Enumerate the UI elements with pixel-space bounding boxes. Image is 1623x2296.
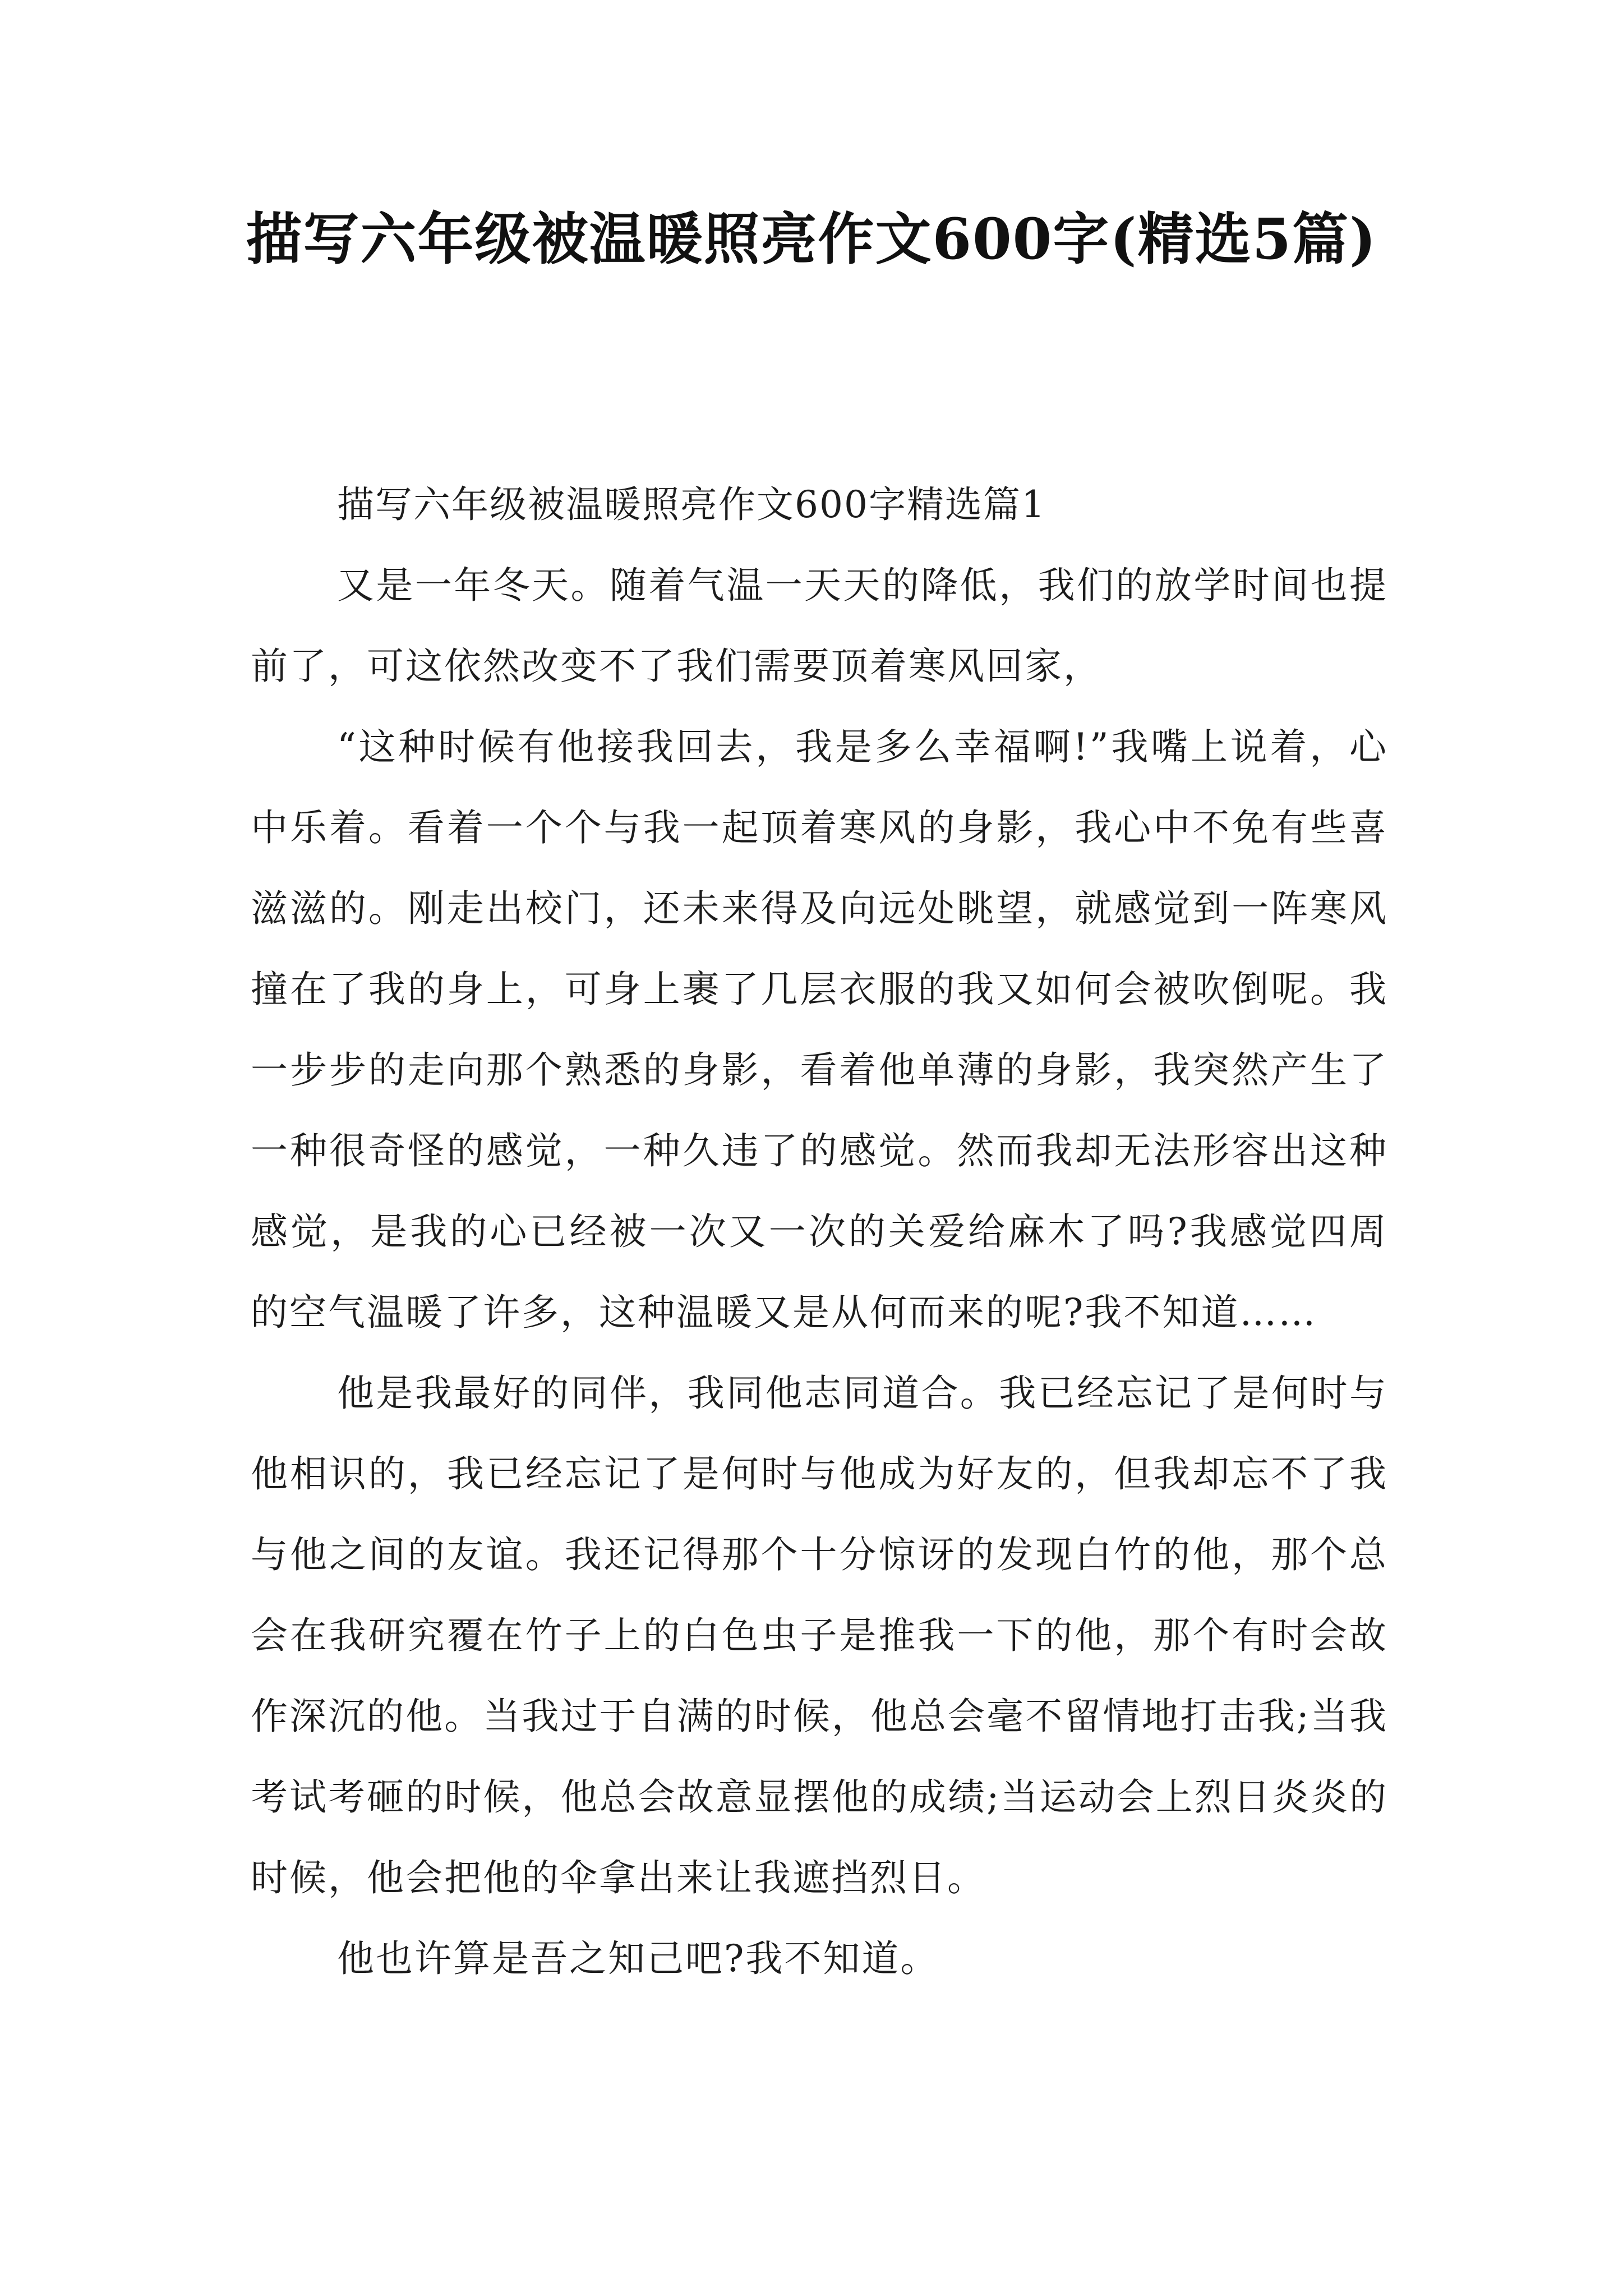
section-heading: 描写六年级被温暖照亮作文600字精选篇1: [337, 483, 1046, 526]
paragraph: 他是我最好的同伴，我同他志同道合。我已经忘记了是何时与他相识的，我已经忘记了是何时与他成为好友的，但我却忘不了我与他之间的友谊。我还记得那个十分惊讶的发现白竹的他，那个总会在我研究覆在竹子上的白色虫子是推我一下的他，那个有时会故作深沉的他。当我过于自满的时候，他总会毫不留情地打击我;当我考试考砸的时候，他总会故意显摆他的成绩;当运动会上烈日炎炎的时候，他会把他的伞拿出来让我遮挡烈日。: [251, 1372, 1388, 1899]
document-title: 描写六年级被温暖照亮作文600字(精选5篇): [246, 206, 1377, 272]
document-body: [251, 464, 1388, 1999]
paragraph: 又是一年冬天。随着气温一天天的降低，我们的放学时间也提前了，可这依然改变不了我们需要顶着寒风回家，: [251, 564, 1388, 688]
paragraph: “这种时候有他接我回去，我是多么幸福啊!”我嘴上说着，心中乐着。看着一个个与我一起顶着寒风的身影，我心中不免有些喜滋滋的。刚走出校门，还未来得及向远处眺望，就感觉到一阵寒风撞在了我的身上，可身上裹了几层衣服的我又如何会被吹倒呢。我一步步的走向那个熟悉的身影，看着他单薄的身影，我突然产生了一种很奇怪的感觉，一种久违了的感觉。然而我却无法形容出这种感觉，是我的心已经被一次又一次的关爱给麻木了吗?我感觉四周的空气温暖了许多，这种温暖又是从何而来的呢?我不知道……: [251, 725, 1388, 1334]
paragraph: 他也许算是吾之知己吧?我不知道。: [337, 1937, 939, 1980]
